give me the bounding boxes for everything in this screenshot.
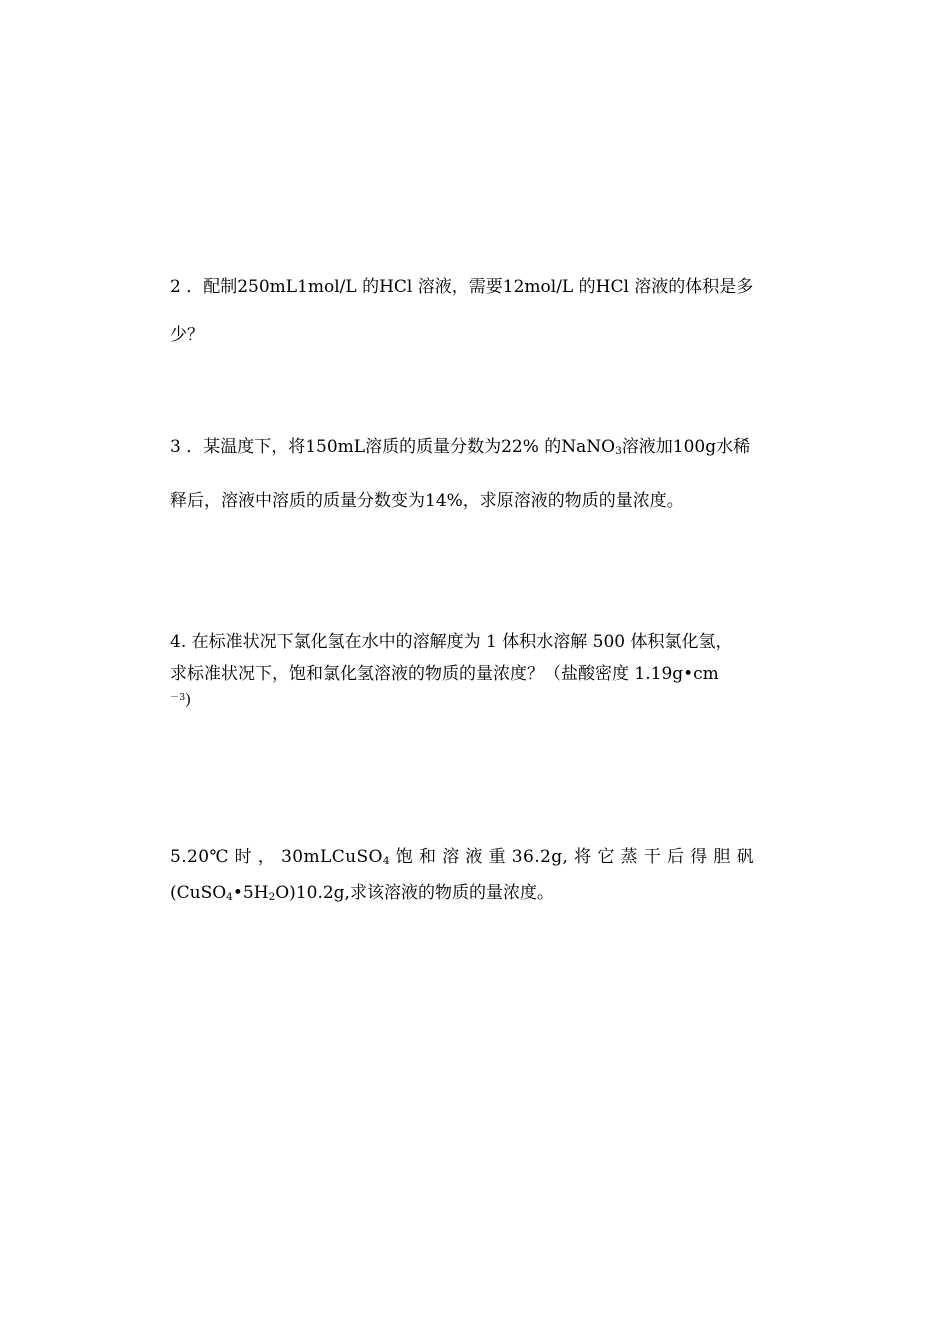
question-5-subscript-2: 2 <box>268 891 276 904</box>
question-5-line-2 <box>170 879 782 911</box>
question-2 <box>170 275 782 347</box>
question-4-superscript: －3 <box>170 692 186 703</box>
question-4-line-3 <box>170 688 782 710</box>
question-5-subscript-4: 4 <box>226 891 233 904</box>
question-5-subscript: 4 <box>382 855 390 868</box>
question-5-line-2-c: O)10.2g,求该溶液的物质的量浓度。 <box>275 883 554 904</box>
question-5-line-2-a: (CuSO <box>170 883 227 904</box>
question-3-line-1 <box>170 434 782 464</box>
question-5-text-b: 饱 和 溶 液 重 36.2g, 将 它 蒸 干 后 得 胆 矾 <box>389 847 754 867</box>
question-4-line-1: 4. 在标准状况下氯化氢在水中的溶解度为 1 体积水溶解 500 体积氯化氢， <box>170 632 733 652</box>
question-2-line-2: 少？ <box>170 325 204 345</box>
question-4-close-paren: ) <box>185 690 192 709</box>
question-5-line-2-b: •5H <box>232 883 269 904</box>
question-4 <box>170 628 782 710</box>
question-3 <box>170 434 782 514</box>
question-5 <box>170 843 782 911</box>
question-3-line-2: 释后，溶液中溶质的质量分数变为14%，求原溶液的物质的量浓度。 <box>170 491 684 512</box>
question-3-subscript: 3 <box>615 445 622 458</box>
question-2-line-1: 2 ．配制250mL1mol/L 的HCl 溶液，需要12mol/L 的HCl 溶液的体积是多 <box>170 277 754 297</box>
question-3-text-b: 溶液加100g水稀 <box>621 437 751 457</box>
question-3-text-a: 3 ．某温度下，将150mL溶质的质量分数为22% 的NaNO <box>170 437 616 457</box>
question-5-text-a: 5.20℃ 时 ， 30mLCuSO <box>170 847 383 867</box>
question-4-line-2: 求标准状况下，饱和氯化氢溶液的物质的量浓度？（盐酸密度 1.19g•cm <box>170 664 719 684</box>
question-5-line-1 <box>170 843 782 875</box>
